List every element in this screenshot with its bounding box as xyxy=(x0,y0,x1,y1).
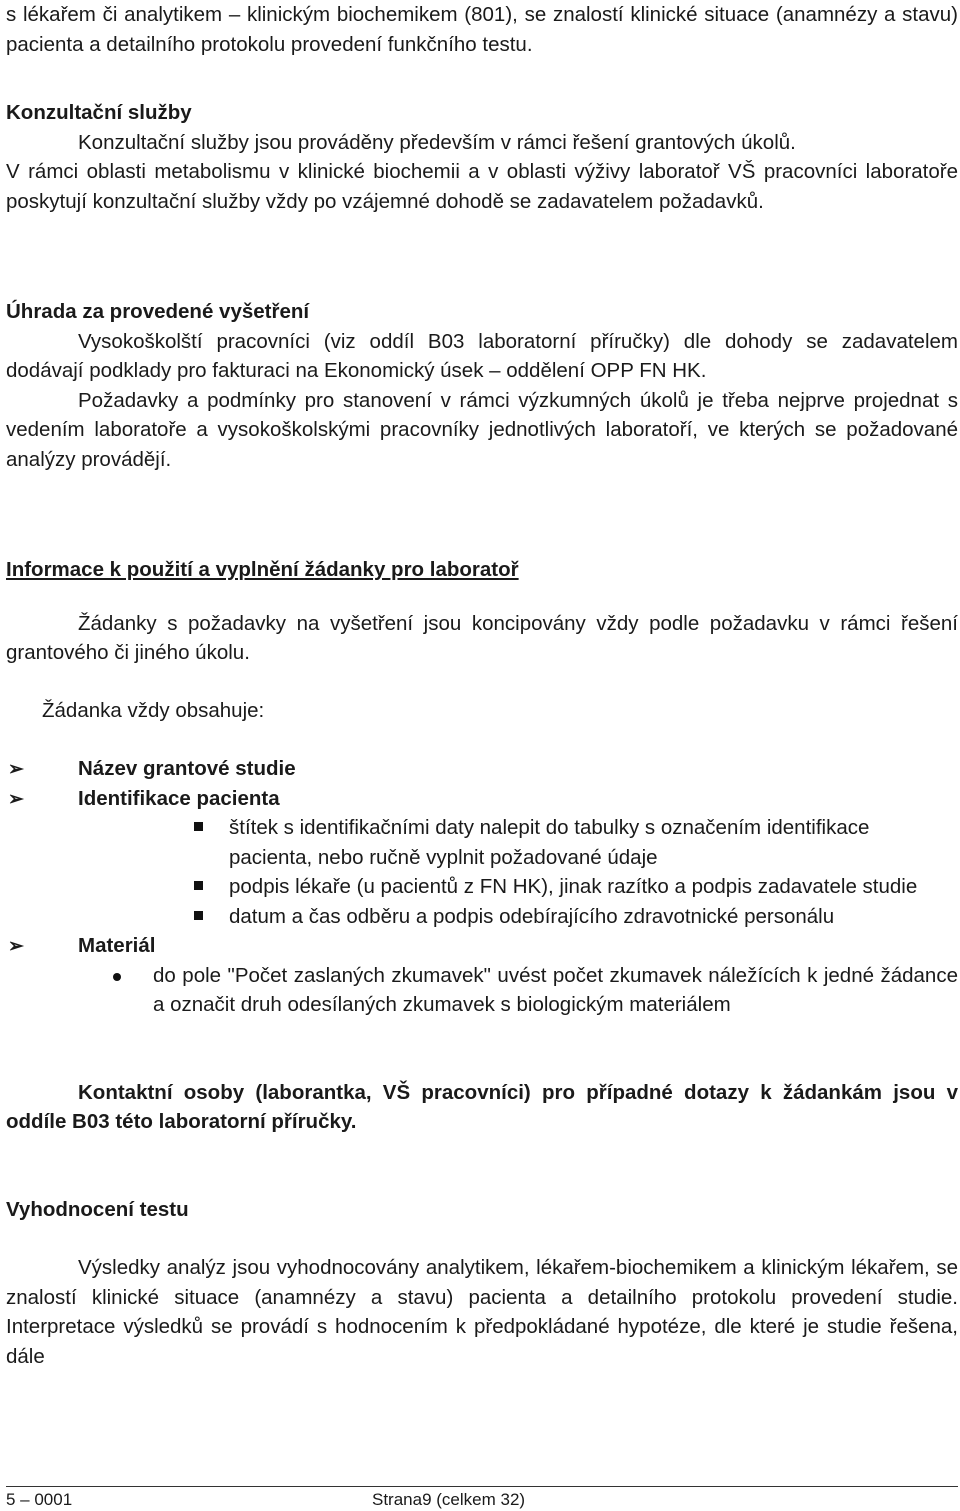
arrow-bullet-icon: ➢ xyxy=(8,936,24,957)
sub-item-datetime xyxy=(191,902,958,932)
consulting-paragraph-2: V rámci oblasti metabolismu v klinické biochemii a v oblasti výživy laboratoř VŠ pracovníci laboratoře poskytují konzultační služby vždy po vzájemné dohodě se zadavatelem požadavků. xyxy=(6,160,958,213)
list-item-label: Identifikace pacienta xyxy=(78,786,280,810)
page-footer xyxy=(6,1486,958,1511)
consulting-heading: Konzultační služby xyxy=(6,101,192,124)
sub-item-text: podpis lékaře (u pacientů z FN HK), jinak razítko a podpis zadavatele studie xyxy=(229,875,918,898)
contact-paragraph: Kontaktní osoby (laborantka, VŠ pracovníci) pro případné dotazy k žádankám jsou v oddíle B03 této laboratorní příručky. xyxy=(6,1080,958,1133)
list-item-material xyxy=(6,931,958,961)
list-item-study-name xyxy=(6,754,958,784)
sub-item-label-sticker xyxy=(191,813,958,872)
request-contains-label: Žádanka vždy obsahuje: xyxy=(42,698,265,722)
list-item-label: Název grantové studie xyxy=(78,757,296,780)
arrow-bullet-icon: ➢ xyxy=(8,788,24,810)
arrow-bullet-icon: ➢ xyxy=(8,759,24,780)
sub-item-signature xyxy=(191,872,958,902)
evaluation-heading: Vyhodnocení testu xyxy=(6,1197,189,1221)
footer-page-number: Strana9 (celkem 32) xyxy=(372,1490,526,1509)
sub-item-text: do pole "Počet zaslaných zkumavek" uvést počet zkumavek náležících k jedné žádance a označit druh odesílaných zkumavek s biologickým materiálem xyxy=(153,963,958,1016)
evaluation-paragraph: Výsledky analýz jsou vyhodnocovány analytikem, lékařem-biochemikem a klinickým lékařem, se znalostí klinické situace (anamnézy a stavu) pacienta a detailního protokolu provedení studie. Interpretace výsledků se provádí s hodnocením k předpokládané hypotéze, dle které je studie řešena, dále xyxy=(6,1256,958,1368)
request-info-paragraph: Žádanky s požadavky na vyšetření jsou koncipovány vždy podle požadavku v rámci řešení grantového či jiného úkolu. xyxy=(6,611,958,664)
payment-paragraph-1: Vysokoškolští pracovníci (viz oddíl B03 laboratorní příručky) dle dohody se zadavatelem dodávají podklady pro fakturaci na Ekonomický úsek – oddělení OPP FN HK. xyxy=(6,329,958,382)
request-info-section xyxy=(6,555,958,1371)
payment-section xyxy=(6,297,958,474)
square-bullet-icon xyxy=(191,902,229,932)
consulting-section xyxy=(6,98,958,216)
request-info-heading: Informace k použití a vyplnění žádanky pro laboratoř xyxy=(6,558,519,581)
list-item-label: Materiál xyxy=(78,934,156,957)
footer-doc-code: 5 – 0001 xyxy=(6,1490,73,1509)
sub-item-text: datum a čas odběru a podpis odebírajícího zdravotnické personálu xyxy=(229,904,835,928)
consulting-paragraph-1: Konzultační služby jsou prováděny především v rámci řešení grantových úkolů. xyxy=(78,130,796,154)
sub-item-text: štítek s identifikačními daty nalepit do tabulky s označením identifikace pacienta, nebo ručně vyplnit požadované údaje xyxy=(229,816,870,869)
payment-heading: Úhrada za provedené vyšetření xyxy=(6,300,310,323)
payment-paragraph-2: Požadavky a podmínky pro stanovení v rámci výzkumných úkolů je třeba nejprve projednat s vedením laboratoře a vysokoškolskými pracovníky jednotlivých laboratoří, ve kterých se požadované analýzy provádějí. xyxy=(6,388,958,471)
list-item-patient-id xyxy=(6,784,958,814)
sub-item-tube-count xyxy=(111,961,958,1020)
intro-section xyxy=(6,0,958,59)
round-bullet-icon xyxy=(111,961,153,1020)
square-bullet-icon xyxy=(191,872,229,902)
square-bullet-icon xyxy=(191,813,229,872)
intro-paragraph: s lékařem či analytikem – klinickým biochemikem (801), se znalostí klinické situace (anamnézy a stavu) pacienta a detailního protokolu provedení funkčního testu. xyxy=(6,3,958,56)
